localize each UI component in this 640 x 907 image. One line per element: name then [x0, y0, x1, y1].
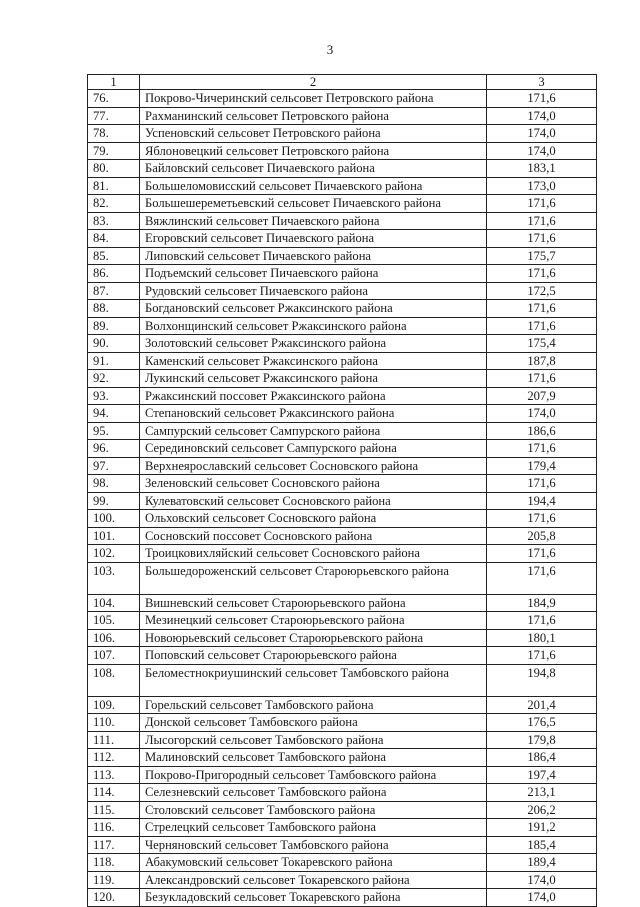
row-number: 76.: [88, 90, 140, 108]
row-name: Большедороженский сельсовет Староюрьевского района: [140, 562, 487, 594]
row-name: Горельский сельсовет Тамбовского района: [140, 696, 487, 714]
row-value: 186,6: [487, 422, 597, 440]
row-name: Донской сельсовет Тамбовского района: [140, 714, 487, 732]
table-row: [88, 664, 597, 696]
row-value: 171,6: [487, 370, 597, 388]
row-number: 93.: [88, 387, 140, 405]
row-number: 108.: [88, 664, 140, 696]
row-name: Вишневский сельсовет Староюрьевского района: [140, 594, 487, 612]
row-number: 120.: [88, 889, 140, 907]
row-value: 171,6: [487, 265, 597, 283]
row-value: 174,0: [487, 125, 597, 143]
row-number: 99.: [88, 492, 140, 510]
row-value: 171,6: [487, 545, 597, 563]
row-name: Безукладовский сельсовет Токаревского района: [140, 889, 487, 907]
row-value: 187,8: [487, 352, 597, 370]
row-name: Мезинецкий сельсовет Староюрьевского района: [140, 612, 487, 630]
row-name: Волхонщинский сельсовет Ржаксинского района: [140, 317, 487, 335]
row-value: 173,0: [487, 177, 597, 195]
page-number: 3: [326, 42, 334, 57]
row-number: 91.: [88, 352, 140, 370]
table-row: [88, 335, 597, 353]
row-number: 109.: [88, 696, 140, 714]
row-number: 100.: [88, 510, 140, 528]
table-row: [88, 819, 597, 837]
row-name: Байловский сельсовет Пичаевского района: [140, 160, 487, 178]
row-number: 103.: [88, 562, 140, 594]
row-number: 77.: [88, 107, 140, 125]
row-value: 171,6: [487, 90, 597, 108]
row-number: 84.: [88, 230, 140, 248]
row-name: Подъемский сельсовет Пичаевского района: [140, 265, 487, 283]
row-number: 85.: [88, 247, 140, 265]
row-name: Александровский сельсовет Токаревского района: [140, 871, 487, 889]
row-number: 92.: [88, 370, 140, 388]
row-number: 115.: [88, 801, 140, 819]
table-row: [88, 265, 597, 283]
row-name: Большешереметьевский сельсовет Пичаевского района: [140, 195, 487, 213]
row-value: 171,6: [487, 300, 597, 318]
row-name: Лысогорский сельсовет Тамбовского района: [140, 731, 487, 749]
row-value: 197,4: [487, 766, 597, 784]
row-value: 183,1: [487, 160, 597, 178]
row-value: 171,6: [487, 475, 597, 493]
row-value: 175,7: [487, 247, 597, 265]
table-row: [88, 562, 597, 594]
table-row: [88, 282, 597, 300]
table-row: [88, 160, 597, 178]
row-value: 171,6: [487, 647, 597, 665]
row-value: 179,8: [487, 731, 597, 749]
table-row: [88, 247, 597, 265]
row-name: Успеновский сельсовет Петровского района: [140, 125, 487, 143]
row-value: 172,5: [487, 282, 597, 300]
table-row: [88, 594, 597, 612]
row-name: Покрово-Пригородный сельсовет Тамбовского района: [140, 766, 487, 784]
row-name: Верхнеярославский сельсовет Сосновского района: [140, 457, 487, 475]
row-number: 79.: [88, 142, 140, 160]
row-name: Поповский сельсовет Староюрьевского района: [140, 647, 487, 665]
table-row: [88, 177, 597, 195]
row-name: Большеломовисский сельсовет Пичаевского района: [140, 177, 487, 195]
table-row: [88, 836, 597, 854]
row-value: 205,8: [487, 527, 597, 545]
row-name: Каменский сельсовет Ржаксинского района: [140, 352, 487, 370]
row-number: 95.: [88, 422, 140, 440]
row-name: Малиновский сельсовет Тамбовского района: [140, 749, 487, 767]
row-name: Рахманинский сельсовет Петровского района: [140, 107, 487, 125]
row-value: 174,0: [487, 871, 597, 889]
table-row: [88, 142, 597, 160]
table-row: [88, 510, 597, 528]
row-value: 207,9: [487, 387, 597, 405]
row-value: 189,4: [487, 854, 597, 872]
row-name: Абакумовский сельсовет Токаревского района: [140, 854, 487, 872]
row-value: 174,0: [487, 889, 597, 907]
table-body: [88, 90, 597, 907]
row-value: 171,6: [487, 230, 597, 248]
row-number: 101.: [88, 527, 140, 545]
row-number: 106.: [88, 629, 140, 647]
table-row: [88, 212, 597, 230]
row-name: Ржаксинский поссовет Ржаксинского района: [140, 387, 487, 405]
row-number: 112.: [88, 749, 140, 767]
row-name: Стрелецкий сельсовет Тамбовского района: [140, 819, 487, 837]
row-value: 171,6: [487, 612, 597, 630]
row-number: 87.: [88, 282, 140, 300]
table-row: [88, 107, 597, 125]
table-row: [88, 352, 597, 370]
table-row: [88, 612, 597, 630]
row-value: 186,4: [487, 749, 597, 767]
row-value: 175,4: [487, 335, 597, 353]
row-name: Лукинский сельсовет Ржаксинского района: [140, 370, 487, 388]
table-row: [88, 527, 597, 545]
row-number: 104.: [88, 594, 140, 612]
table-row: [88, 300, 597, 318]
row-value: 179,4: [487, 457, 597, 475]
row-number: 82.: [88, 195, 140, 213]
table-row: [88, 871, 597, 889]
row-value: 171,6: [487, 510, 597, 528]
row-value: 180,1: [487, 629, 597, 647]
row-number: 78.: [88, 125, 140, 143]
row-name: Вяжлинский сельсовет Пичаевского района: [140, 212, 487, 230]
table-row: [88, 90, 597, 108]
row-value: 171,6: [487, 212, 597, 230]
row-number: 83.: [88, 212, 140, 230]
row-number: 98.: [88, 475, 140, 493]
row-number: 114.: [88, 784, 140, 802]
row-number: 116.: [88, 819, 140, 837]
row-name: Степановский сельсовет Ржаксинского района: [140, 405, 487, 423]
row-name: Кулеватовский сельсовет Сосновского района: [140, 492, 487, 510]
table-row: [88, 195, 597, 213]
row-value: 201,4: [487, 696, 597, 714]
table-row: [88, 696, 597, 714]
row-number: 107.: [88, 647, 140, 665]
row-name: Рудовский сельсовет Пичаевского района: [140, 282, 487, 300]
row-number: 111.: [88, 731, 140, 749]
row-name: Троицковихляйский сельсовет Сосновского района: [140, 545, 487, 563]
row-number: 118.: [88, 854, 140, 872]
table-row: [88, 714, 597, 732]
row-name: Серединовский сельсовет Сампурского района: [140, 440, 487, 458]
row-value: 171,6: [487, 562, 597, 594]
table-row: [88, 766, 597, 784]
row-name: Столовский сельсовет Тамбовского района: [140, 801, 487, 819]
table-row: [88, 801, 597, 819]
row-value: 191,2: [487, 819, 597, 837]
row-value: 176,5: [487, 714, 597, 732]
data-table: [87, 74, 597, 907]
header-col-1: 1: [88, 75, 140, 90]
table-row: [88, 889, 597, 907]
table-row: [88, 545, 597, 563]
table-row: [88, 629, 597, 647]
row-name: Сампурский сельсовет Сампурского района: [140, 422, 487, 440]
row-number: 86.: [88, 265, 140, 283]
row-value: 174,0: [487, 142, 597, 160]
row-name: Егоровский сельсовет Пичаевского района: [140, 230, 487, 248]
row-name: Ольховский сельсовет Сосновского района: [140, 510, 487, 528]
row-name: Липовский сельсовет Пичаевского района: [140, 247, 487, 265]
header-col-3: 3: [487, 75, 597, 90]
table-header: [88, 75, 597, 90]
table-row: [88, 475, 597, 493]
table-row: [88, 422, 597, 440]
row-name: Яблоновецкий сельсовет Петровского района: [140, 142, 487, 160]
row-number: 80.: [88, 160, 140, 178]
row-name: Черняновский сельсовет Тамбовского района: [140, 836, 487, 854]
table-row: [88, 731, 597, 749]
row-value: 171,6: [487, 317, 597, 335]
row-value: 185,4: [487, 836, 597, 854]
row-name: Покрово-Чичеринский сельсовет Петровского района: [140, 90, 487, 108]
table-row: [88, 440, 597, 458]
row-name: Беломестнокриушинский сельсовет Тамбовского района: [140, 664, 487, 696]
table-row: [88, 854, 597, 872]
row-number: 119.: [88, 871, 140, 889]
row-number: 97.: [88, 457, 140, 475]
row-value: 194,8: [487, 664, 597, 696]
table-row: [88, 370, 597, 388]
row-number: 81.: [88, 177, 140, 195]
row-number: 117.: [88, 836, 140, 854]
row-value: 184,9: [487, 594, 597, 612]
row-number: 89.: [88, 317, 140, 335]
table-row: [88, 387, 597, 405]
row-name: Зеленовский сельсовет Сосновского района: [140, 475, 487, 493]
table-row: [88, 125, 597, 143]
row-number: 113.: [88, 766, 140, 784]
row-value: 171,6: [487, 195, 597, 213]
table-row: [88, 749, 597, 767]
row-name: Сосновский поссовет Сосновского района: [140, 527, 487, 545]
row-number: 110.: [88, 714, 140, 732]
row-value: 171,6: [487, 440, 597, 458]
row-value: 194,4: [487, 492, 597, 510]
row-number: 88.: [88, 300, 140, 318]
table-row: [88, 647, 597, 665]
row-value: 206,2: [487, 801, 597, 819]
row-name: Селезневский сельсовет Тамбовского района: [140, 784, 487, 802]
row-number: 96.: [88, 440, 140, 458]
row-name: Новоюрьевский сельсовет Староюрьевского района: [140, 629, 487, 647]
table-row: [88, 457, 597, 475]
table-row: [88, 317, 597, 335]
table-row: [88, 492, 597, 510]
row-number: 94.: [88, 405, 140, 423]
table-row: [88, 230, 597, 248]
row-number: 90.: [88, 335, 140, 353]
row-number: 102.: [88, 545, 140, 563]
row-value: 213,1: [487, 784, 597, 802]
row-number: 105.: [88, 612, 140, 630]
table-row: [88, 405, 597, 423]
row-value: 174,0: [487, 405, 597, 423]
row-name: Богдановский сельсовет Ржаксинского района: [140, 300, 487, 318]
header-col-2: 2: [140, 75, 487, 90]
row-value: 174,0: [487, 107, 597, 125]
table-row: [88, 784, 597, 802]
row-name: Золотовский сельсовет Ржаксинского района: [140, 335, 487, 353]
